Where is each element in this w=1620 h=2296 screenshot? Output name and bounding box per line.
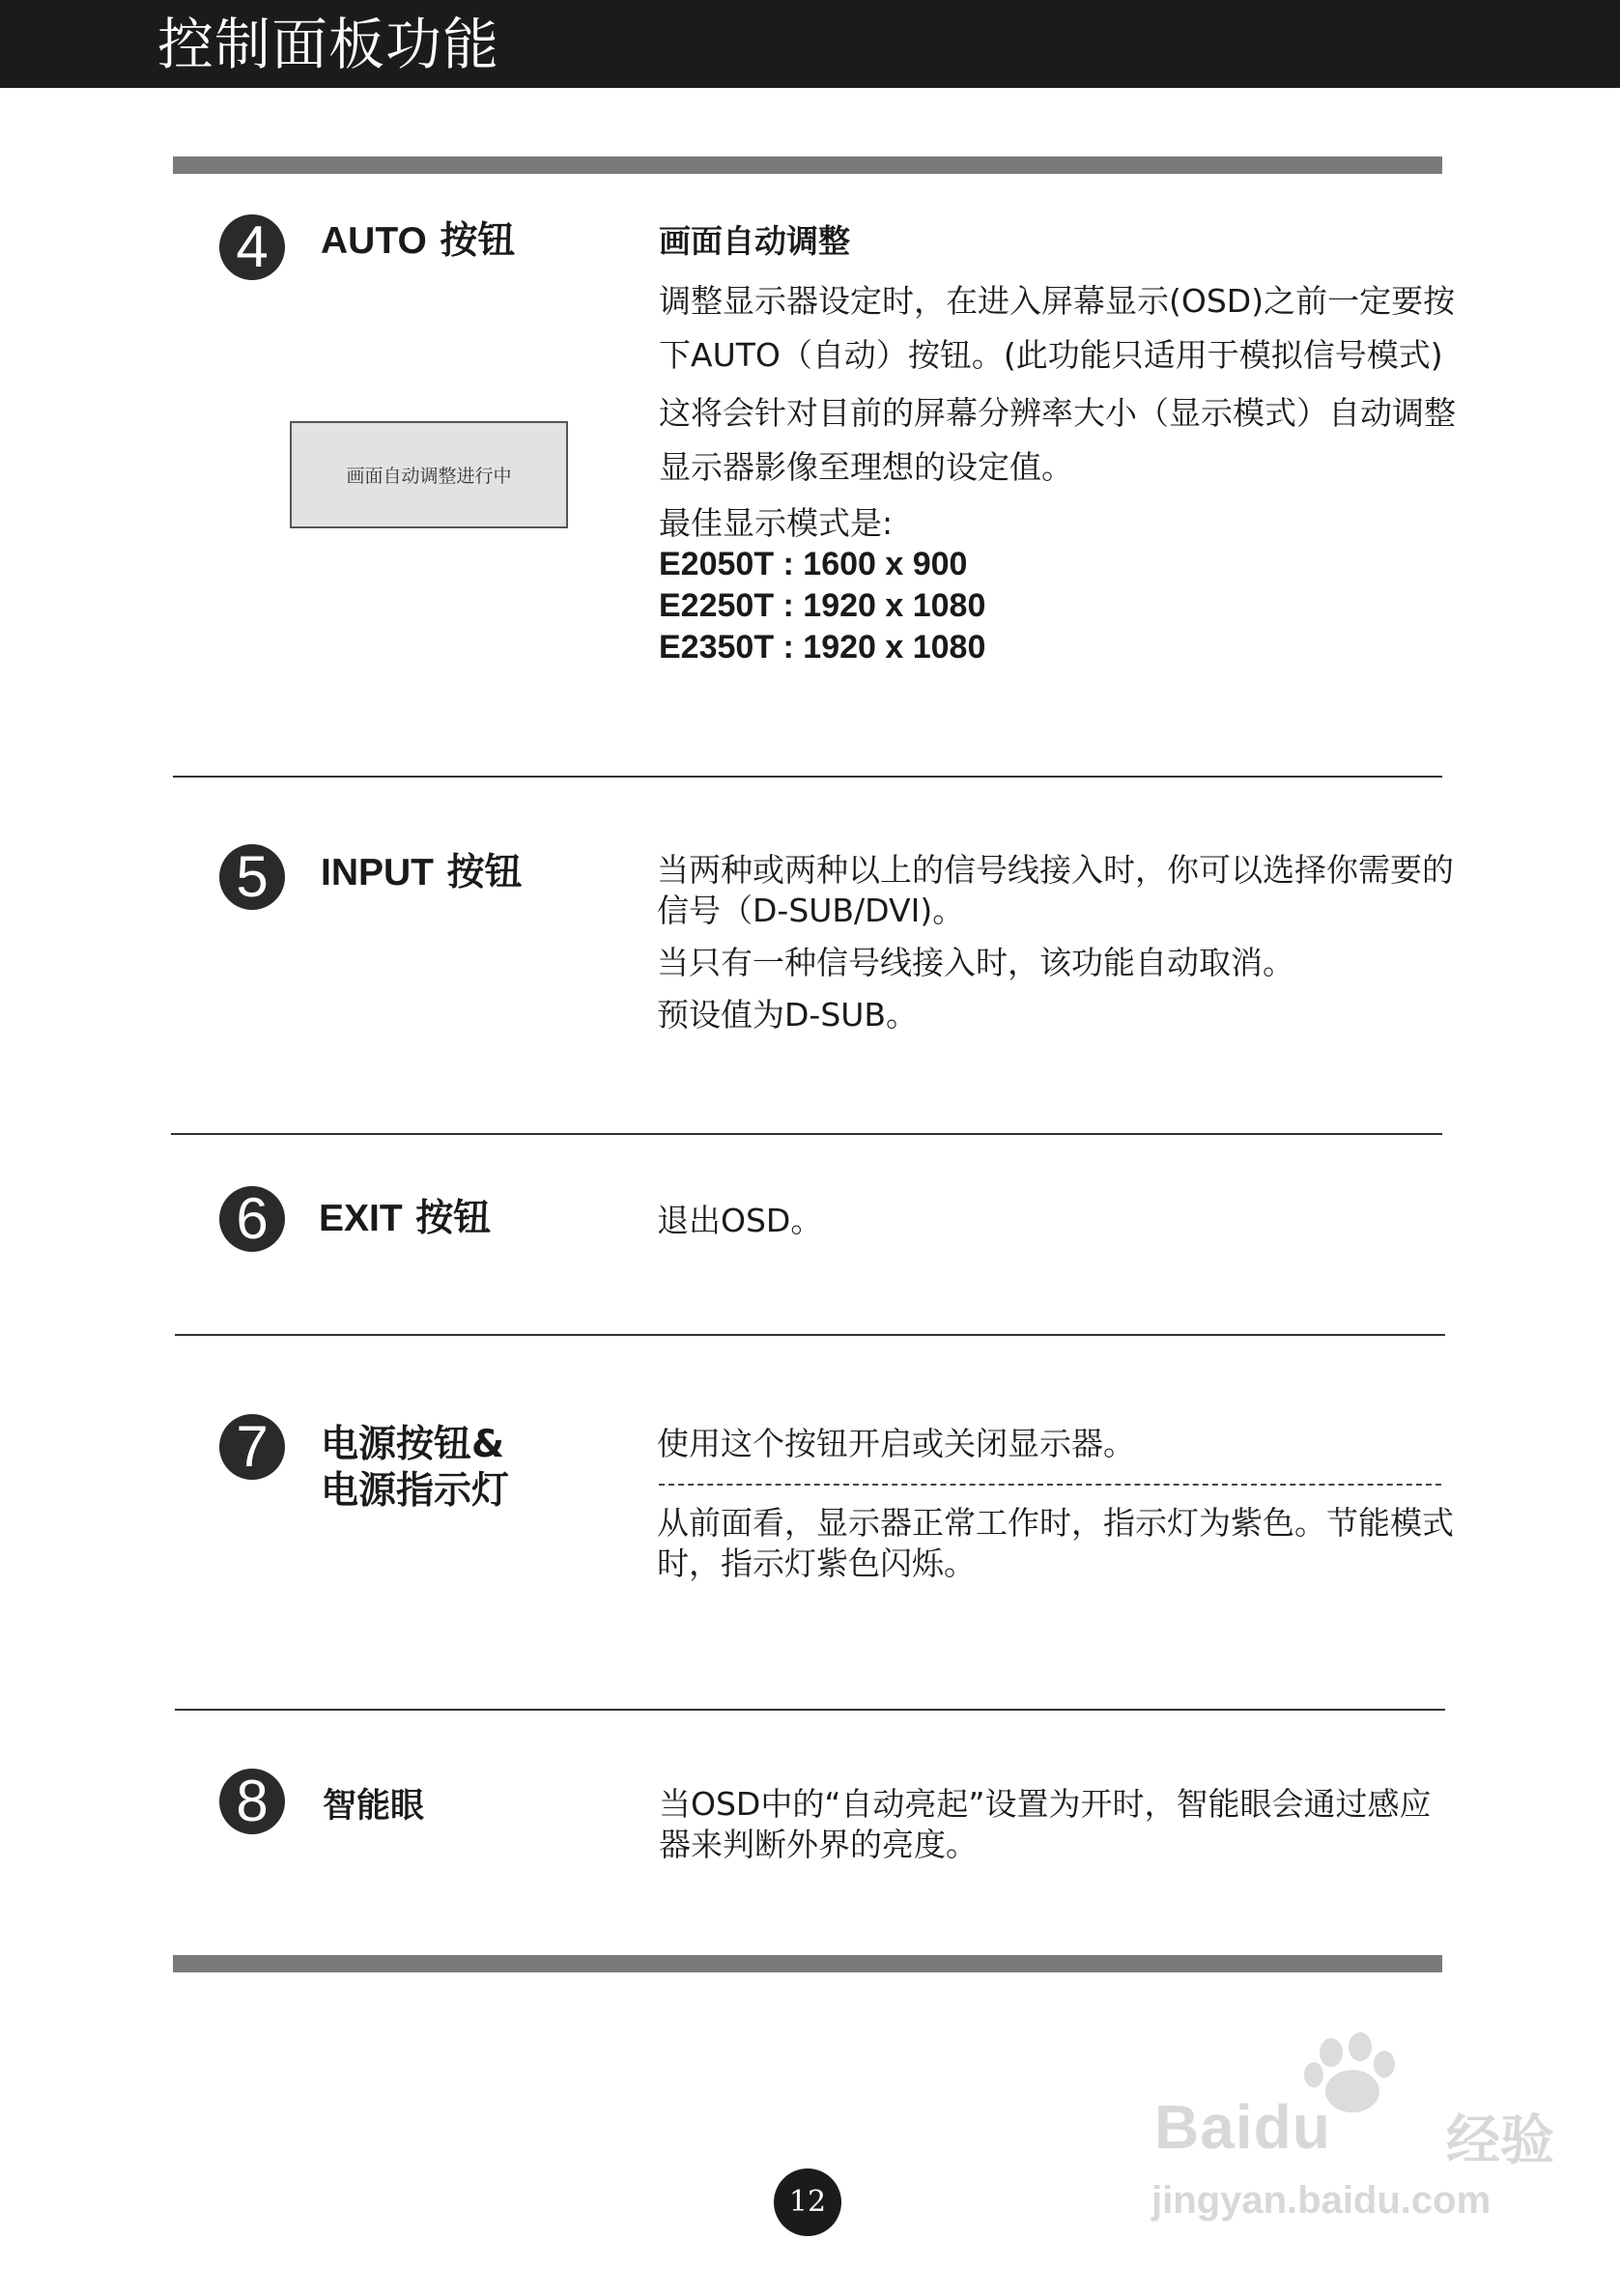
input-paragraph-2: 当只有一种信号线接入时，该功能自动取消。: [657, 944, 1294, 981]
input-paragraph-1: 当两种或两种以上的信号线接入时，你可以选择你需要的信号（D-SUB/DVI)。: [657, 851, 1454, 929]
watermark-bai: Bai: [1154, 2092, 1254, 2162]
exit-paragraph-1: 退出OSD。: [657, 1202, 823, 1239]
exit-description: [657, 1201, 1439, 1241]
watermark-brand: [1154, 2091, 1331, 2163]
power-paragraph-2: 从前面看，显示器正常工作时，指示灯为紫色。节能模式时，指示灯紫色闪烁。: [657, 1504, 1454, 1582]
page-title: 控制面板功能: [157, 12, 500, 77]
power-paragraph-1: 使用这个按钮开启或关闭显示器。: [657, 1425, 1135, 1462]
section-divider: [173, 776, 1442, 778]
input-paragraph-3: 预设值为D-SUB。: [657, 996, 919, 1034]
mode-e2050t: E2050T : 1600 x 900: [659, 546, 968, 582]
auto-paragraph-1: 调整显示器设定时，在进入屏幕显示(OSD)之前一定要按下AUTO（自动）按钮。(此功能只适用于模拟信号模式): [659, 282, 1456, 374]
osd-auto-adjust-message: 画面自动调整进行中: [290, 421, 568, 528]
exit-label-en: EXIT: [319, 1198, 403, 1239]
power-button-label: [321, 1422, 509, 1515]
page-number: 12: [774, 2168, 841, 2236]
smart-eye-label: 智能眼: [323, 1787, 425, 1826]
watermark-du: du: [1253, 2092, 1331, 2162]
section-divider: [175, 1709, 1445, 1711]
auto-description: [659, 214, 1461, 668]
mode-e2250t: E2250T : 1920 x 1080: [659, 587, 986, 624]
input-description: [657, 850, 1473, 1035]
power-indicator-description: [657, 1503, 1459, 1584]
input-label-cn: 按钮: [446, 851, 523, 894]
exit-label-cn: 按钮: [415, 1197, 492, 1240]
auto-label-en: AUTO: [321, 220, 427, 262]
exit-button-label: [319, 1196, 491, 1242]
section-number-8: 8: [219, 1769, 285, 1834]
watermark-jingyan: 经验: [1446, 2110, 1554, 2172]
smart-eye-description: [659, 1784, 1451, 1865]
auto-paragraph-2: 这将会针对目前的屏幕分辨率大小（显示模式）自动调整显示器影像至理想的设定值。: [659, 394, 1456, 486]
power-label-line1: 电源按钮&: [321, 1423, 505, 1466]
auto-label-cn: 按钮: [440, 219, 516, 263]
mode-e2350t: E2350T : 1920 x 1080: [659, 629, 986, 666]
best-mode-label: 最佳显示模式是:: [659, 504, 894, 542]
power-description: [657, 1424, 1459, 1464]
section-number-7: 7: [219, 1414, 285, 1480]
input-button-label: [321, 850, 523, 896]
top-divider: [173, 156, 1442, 174]
section-number-6: 6: [219, 1186, 285, 1252]
section-divider: [171, 1133, 1442, 1135]
section-divider: [175, 1334, 1445, 1336]
auto-button-label: [321, 218, 515, 265]
auto-subtitle: 画面自动调整: [659, 222, 850, 260]
watermark-url: jingyan.baidu.com: [1151, 2179, 1492, 2222]
bottom-divider: [173, 1955, 1442, 1972]
section-number-4: 4: [219, 214, 285, 280]
input-label-en: INPUT: [321, 852, 434, 893]
dashed-divider: [659, 1484, 1441, 1486]
section-number-5: 5: [219, 844, 285, 910]
power-label-line2: 电源指示灯: [321, 1469, 510, 1513]
smart-eye-paragraph-1: 当OSD中的“自动亮起”设置为开时，智能眼会通过感应器来判断外界的亮度。: [659, 1785, 1432, 1863]
